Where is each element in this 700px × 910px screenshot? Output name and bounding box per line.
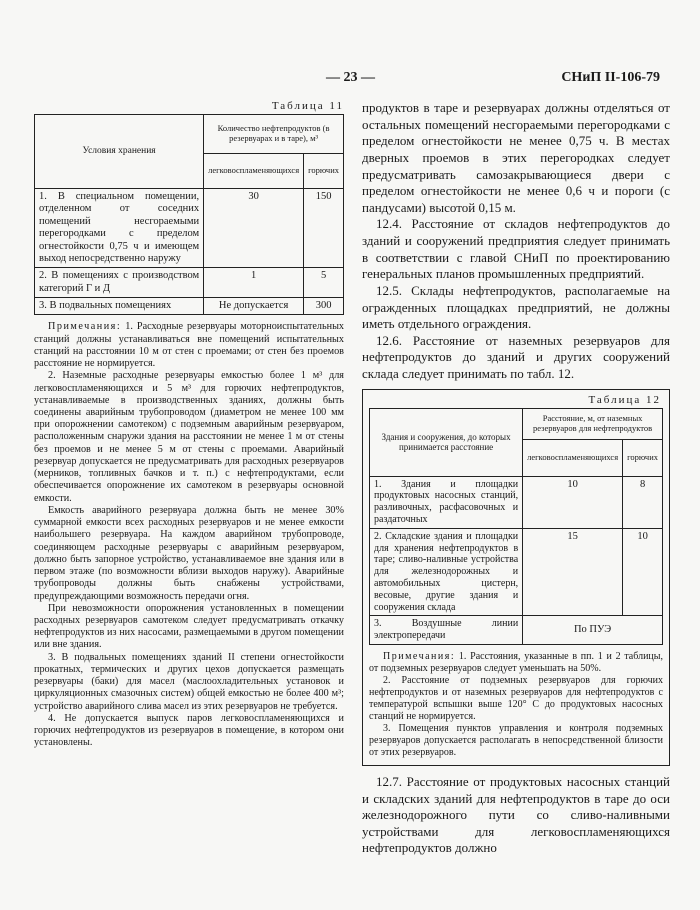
notes11-item3: Емкость аварийного резервуара должна быть не менее 30% суммарной емкости всех расходных резервуаров и не менее емкости наибольшего резервуара. На каждом аварийном трубопроводе, соединяющем расходные резервуары с аварийным резервуаром, должно быть запорное устройство, устанавливаемое вне здания или в первом этаже (по возможности вблизи выходов наружу). Аварийные трубопроводы должны быть снабжены устройствами, предупреждающими возможность передачи огня. [34,504,344,602]
table11-notes [34,321,344,749]
page-number: — 23 — [326,70,375,85]
notes11-item4: При невозможности опорожнения установленных в помещении расходных резервуаров самотеком следует предусматривать откачку нефтепродуктов из них насосами, размещаемыми в другом помещении или вне здания. [34,602,344,651]
notes11-title: Примечания: [48,321,122,333]
table12 [369,408,663,645]
t12-row1-co: 8 [623,476,663,528]
left-column [34,100,344,750]
t12-row2-co: 10 [623,528,663,616]
notes12-title: Примечания: [383,650,456,662]
t11-row1-cond: 1. В специальном помещении, отделенном от соседних помещений несгораемыми перегородками с пределом огнестойкости 0,75 ч и имеющем выход непосредственно наружу [35,189,204,268]
t12-row1-name: 1. Здания и площадки продуктовых насосных станций, разливочных, расфасовочных и раздаточных [370,476,523,528]
paragraph-12-7: 12.7. Расстояние от продуктовых насосных станций и складских зданий для нефтепродуктов в таре до оси железнодорожного пути со сливо-наливными устройствами для легковоспламеняющихся нефтепродуктов должно [362,773,670,856]
table12-notes [369,651,663,759]
t11-head-conditions: Условия хранения [35,115,204,189]
t12-head-combustible: горючих [623,439,663,476]
notes11-item2: 2. Наземные расходные резервуары емкостью более 1 м³ для легковоспламеняющихся и 5 м³ для горючих нефтепродуктов, устанавливаемые в производственных зданиях, должны быть соединены аварийным трубопроводом (диаметром не менее 100 мм при опорожнении самотеком) с подземным аварийным резервуаром, расположенным снаружи здания на расстоянии не менее 1 м от стены без проемов и не менее 5 м от стены с проемами. Аварийный резервуар допускается не предусматривать для расходных резервуаров (мерников, топливных бачков и т. п.) с нефтепродуктами, если обеспечивается опорожнение их самотеком в резервуары основной емкости. [34,370,344,504]
notes11-item1: 1. Расходные резервуары моторноиспытательных станций должны устанавливаться вне помещений испытательных станций на расстоянии 10 м от стен с проемами; от стен без проемов расстояние не нормируется. [34,321,345,370]
table11 [34,114,344,315]
t11-row1-co: 150 [304,189,344,268]
table11-caption: Таблица 11 [271,100,344,112]
table12-caption: Таблица 12 [588,393,661,406]
t11-head-quantity: Количество нефтепродуктов (в резервуарах и в таре), м³ [204,115,344,154]
t11-row3-co: 300 [304,298,344,315]
table-row [35,268,344,298]
t11-row2-cond: 2. В помещениях с производством категорий Г и Д [35,268,204,298]
right-column [362,100,670,857]
paragraph-12-5: 12.5. Склады нефтепродуктов, располагаемые на огражденных площадках предприятий, не должны иметь отдельного ограждения. [362,282,670,332]
t11-row3-cond: 3. В подвальных помещениях [35,298,204,315]
table-row [35,189,344,268]
notes11-item6: 4. Не допускается выпуск паров легковоспламеняющихся и горючих нефтепродуктов из резервуаров в помещение, в котором они установлены. [34,712,344,749]
document-code: СНиП II-106-79 [561,70,660,85]
paragraph-continuation: продуктов в таре и резервуарах должны отделяться от остальных помещений несгораемыми перегородками с пределом огнестойкости не менее 0,75 ч. В местах дверных проемов в этих перегородках следует предусматривать самозакрывающиеся двери с пределом огнестойкости не менее 0,6 ч и пороги (с пандусами) высотой 0,15 м. [362,100,670,215]
t12-row3-merged: По ПУЭ [523,616,663,645]
notes12-item2: 2. Расстояние от подземных резервуаров для горючих нефтепродуктов и от наземных резервуаров для нефтепродуктов с температурой вспышки выше 120° С до продуктовых насосных станций не нормируется. [369,674,663,722]
table-row [370,528,663,616]
t11-row3-fl: Не допускается [204,298,304,315]
paragraph-12-6: 12.6. Расстояние от наземных резервуаров для нефтепродуктов до зданий и других сооружений склада следует принимать по табл. 12. [362,332,670,381]
right-body-text-bottom [362,774,670,857]
t12-row1-fl: 10 [523,476,623,528]
table-row [370,616,663,645]
t11-row1-fl: 30 [204,189,304,268]
t12-head-flammable: легковоспламеняющихся [523,439,623,476]
t11-row2-fl: 1 [204,268,304,298]
paragraph-12-4: 12.4. Расстояние от складов нефтепродуктов до зданий и сооружений предприятия следует принимать в соответствии с главой СНиП по проектированию генеральных планов промышленных предприятий. [362,216,670,282]
t11-head-combustible: горючих [304,154,344,189]
notes11-item5: 3. В подвальных помещениях зданий II степени огнестойкости прокатных, термических и других цехов допускается размещать резервуары (баки) для масел (маслоохладительных установок и циркуляционных смазочных систем) общей емкостью не более 400 м³; устройство аварийного слива масел из этих резервуаров не требуется. [34,651,344,712]
table-row [35,298,344,315]
t11-row2-co: 5 [304,268,344,298]
t11-head-flammable: легковоспламеняющихся [204,154,304,189]
t12-row2-name: 2. Складские здания и площадки для хранения нефтепродуктов в таре; сливо-наливные устройства для железнодорожных и автомобильных цистерн, весовые, другие здания и сооружения склада [370,528,523,616]
table12-box [362,389,670,766]
notes12-item1: 1. Расстояния, указанные в пп. 1 и 2 таблицы, от подземных резервуаров следует уменьшать на 50%. [369,650,664,674]
t12-head-buildings: Здания и сооружения, до которых принимается расстояние [370,408,523,476]
t12-row3-name: 3. Воздушные линии электропередачи [370,616,523,645]
right-body-text [362,100,670,383]
table-row [370,476,663,528]
notes12-item3: 3. Помещения пунктов управления и контроля подземных резервуаров допускается располагать в непосредственной близости от этих резервуаров. [369,722,663,758]
t12-row2-fl: 15 [523,528,623,616]
t12-head-distance: Расстояние, м, от наземных резервуаров для нефтепродуктов [523,408,663,439]
